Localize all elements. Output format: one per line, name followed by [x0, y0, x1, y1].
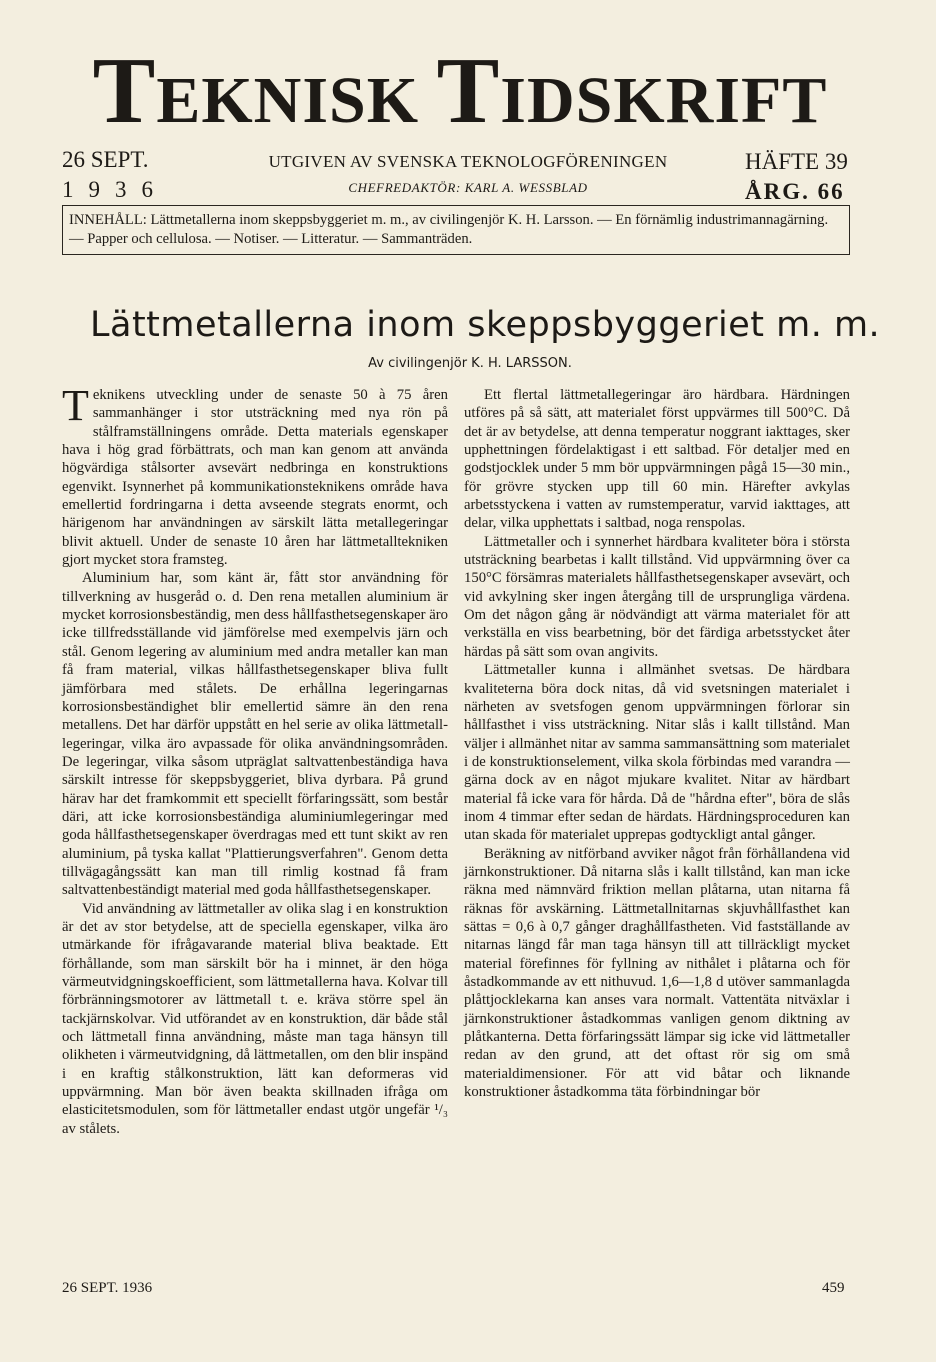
footer-date: 26 SEPT. 1936: [62, 1280, 153, 1296]
journal-masthead: [60, 39, 860, 146]
paragraph-text: eknikens utveckling under de senaste 50 à 75 åren sammanhänger i stor utsträckning med nya rön på stålframställningens område. Detta materials egenskaper hava i hög grad förbättrats, och man kan genom att använda högvärdiga stålsorter avsevärt nedbringa en konstruktions egenvikt. Isynnerhet på kommunikationsteknikens område hava emellertid fordringarna i detta avseende stegrats enormt, och härigenom har användningen av särskilt lätta metallegeringar blivit aktuell. Under de senaste 10 åren har lättmetalltekniken gjort mycket stora framsteg.: [62, 387, 448, 569]
page-number: 459: [822, 1280, 845, 1296]
volume-number: ÅRG. 66: [745, 179, 845, 204]
paragraph: Aluminium har, som känt är, fått stor användning för tillverkning av husgeråd o. d. Den rena metallen aluminium är mycket korrosionsbeständig, men dess hållfasthetsegenskaper äro icke tillfredsställande vid jämförelse med exempelvis järn och stål. Genom legering av aluminium med andra metaller kan man få fram material, vilkas hållfasthetsegenskaper bliva fullt jämförbara med stålets. De erhållna legeringarnas korrosionsbeständighet blir emellertid sämre än den rena metallens. Det har därför uppstått en hel serie av olika lättmetall-legeringar, vilka äro avpassade för olika användningsområden. De legeringar, vilka såsom utpräglat saltvattenbeständiga hava särskilt intresse för skeppsbyggeriet, bliva dyrbara. På grund härav har det framkommit ett speciellt förfaringssätt, som består däri, att icke korrosionsbeständiga aluminiumlegeringar med goda hållfasthetsegenskaper överdragas med ett tunt skikt av ren aluminium, på tyska kallat "Plattierungsverfahren". Genom detta tillvägagångssätt kan man till rimlig kostnad få fram saltvattenbeständigt material med goda hållfasthetsegenskaper.: [62, 570, 448, 899]
contents-label: INNEHÅLL:: [69, 212, 147, 228]
drop-cap: T: [62, 381, 89, 430]
masthead-initial-1: T: [92, 39, 157, 143]
masthead-word-1: EKNISK: [156, 64, 420, 137]
contents-box: [62, 205, 850, 255]
article-title: Lättmetallerna inom skeppsbyggeriet m. m.: [90, 305, 881, 345]
article-column-right: [464, 386, 850, 1101]
paragraph: Beräkning av nitförband avviker något från förhållandena vid järnkonstruktioner. Då nitarna slås i kallt tillstånd, kan man icke räkna med nämnvärd friktion mellan plåtarna, utan nitarna få räknas för avskärning. Lättmetallnitarnas skjuvhållfasthet kan sättas = 0,6 à 0,7 gånger draghållfastheten. Vid fastställande av nitarnas längd får man taga hänsyn till att tillräckligt mycket material förefinnes för fyllning av nithålet i plåtarna och för åstadkommande av ett nithuvud. 1,6—1,8 d utöver sammanlagda plåttjocklekarna kan anses vara normalt. Vattentäta nitväxlar i järnkonstruktioner åstadkommas vanligen genom diktning av plåtkanterna. Detta förfaringssätt lämpar sig icke vid lättmetaller redan av den grund, att det oftast rör sig om små materialdimensioner. För att vid båtar och liknande konstruktioner åstadkomma täta förbindningar bör: [464, 845, 850, 1101]
paragraph: Lättmetaller kunna i allmänhet svetsas. De härdbara kvaliteterna böra dock nitas, då vid svetsningen materialet i närheten av svetsfogen genom uppvärmningen förlorar sin hållfasthet i viss utsträckning. Nitar slås i kallt tillstånd. Man väljer i allmänhet nitar av samma sammansättning som materialet i de konstruktionselement, vilka skola förbindas med varandra — gärna dock av en något mjukare kvalitet. Nitar av härdbart material få icke vara för hårda. Då de "hårdna efter", böra de slås inom 4 timmar efter sedan de härdats. Härdningsproceduren kan utan skada för materialet upprepas godtyckligt antal gånger.: [464, 662, 850, 844]
paragraph: [62, 381, 448, 569]
paragraph: Vid användning av lättmetaller av olika slag i en konstruktion är det av stor betydelse, att de speciella egenskaper, vilka äro utmärkande för ifrågavarande material bliva beaktade. Ett förhållande, som man särskilt bör ha i minnet, är den höga värmeutvidgningskoefficient, som lättmetallerna hava. Kolvar till förbränningsmotorer av lättmetall t. e. kräva större spel än tackjärnskolvar. Vid utförandet av en konstruktion, där både stål och lättmetall finna användning, måste man taga hänsyn till olikheten i värmeutvidgning, då lättmetallen, om den blir inspänd i en kraftig stålkonstruktion, lätt kan deformeras vid uppvärmning. Man bör även beakta skillnaden ifråga om elasticitetsmodulen, som för lättmetaller endast utgör ungefär ¹/₃ av stålets.: [62, 900, 448, 1137]
issue-date: 26 SEPT.: [62, 147, 149, 172]
paragraph: Lättmetaller och i synnerhet härdbara kvaliteter böra i största utsträckning bearbetas i kallt tillstånd. Vid uppvärmning över ca 150°C försämras materialets hållfasthetsegenskaper avsevärt, och vid avkylning sker ingen återgång till de ursprungliga värdena. Om det någon gång är nödvändigt att värma materialet för att verkställa en viss bearbetning, bör det färdiga arbetsstycket åter härdas på sätt som ovan angivits.: [464, 533, 850, 660]
publisher-block: [258, 152, 678, 196]
issue-number-block: [745, 147, 848, 207]
issue-number: HÄFTE 39: [745, 149, 848, 174]
contents-text: Lättmetallerna inom skeppsbyggeriet m. m., av civilingenjör K. H. Larsson. — En förnämlig industrimannagärning. — Papper och cellulosa. — Notiser. — Litteratur. — Sammanträden.: [69, 212, 829, 247]
article-byline: Av civilingenjör K. H. LARSSON.: [368, 356, 572, 371]
paragraph: Ett flertal lättmetallegeringar äro härdbara. Härdningen utföres på så sätt, att materialet först uppvärmes till 500°C. Då det är av betydelse, att denna temperatur noggrant iakttages, sker upphettningen fördelaktigast i ett saltbad. För detaljer med en godstjocklek under 5 mm bör uppvärmningen pågå 15—30 min., för grövre stycken upp till 60 min. Härefter avkylas arbetsstyckena i vatten av rumstemperatur, varvid iakttages, att delar, vilka upphettats i saltbad, noga renspolas.: [464, 387, 850, 532]
masthead-initial-2: T: [436, 39, 501, 143]
publisher-line: UTGIVEN AV SVENSKA TEKNOLOGFÖRENINGEN: [268, 152, 668, 171]
issue-date-block: [62, 145, 168, 205]
article-column-left: [62, 381, 448, 1138]
masthead-word-2: IDSKRIFT: [500, 64, 828, 137]
issue-year: 1936: [62, 177, 168, 202]
editor-line: CHEFREDAKTÖR: KARL A. WESSBLAD: [348, 180, 588, 195]
